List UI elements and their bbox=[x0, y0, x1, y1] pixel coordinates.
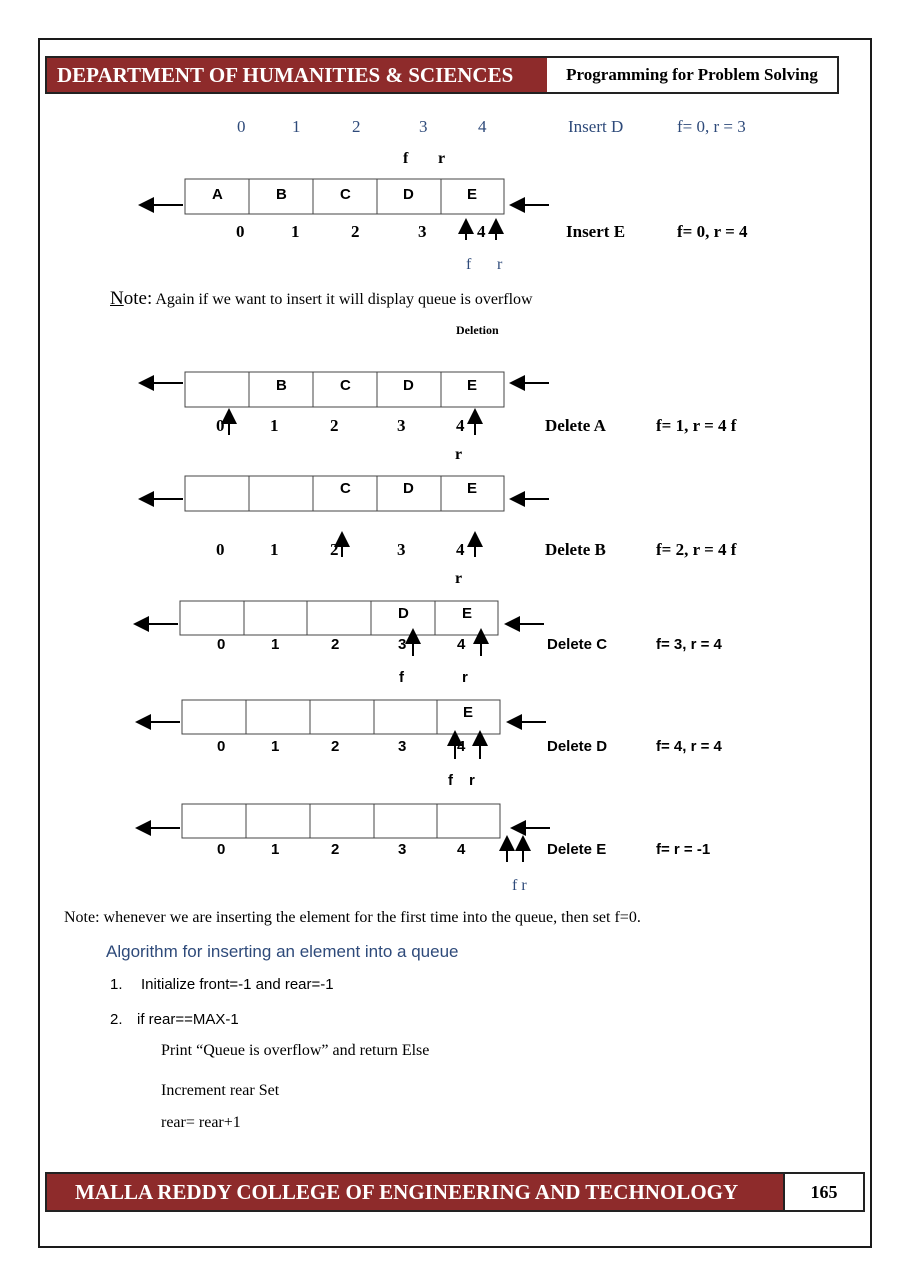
page-number: 165 bbox=[783, 1174, 863, 1210]
top-index-4: 4 bbox=[478, 117, 487, 136]
step-number: 1. bbox=[110, 976, 123, 993]
college-name: MALLA REDDY COLLEGE OF ENGINEERING AND TECHNOLOGY bbox=[47, 1174, 783, 1210]
queue-index: 3 bbox=[398, 636, 407, 653]
top-index-3: 3 bbox=[419, 117, 428, 136]
queue-cell: C bbox=[340, 480, 351, 497]
queue-index: 1 bbox=[291, 222, 300, 241]
pointer-state: f= 0, r = 4 bbox=[677, 222, 748, 241]
queue-index: 3 bbox=[397, 540, 406, 559]
queue-index: 4 bbox=[457, 841, 466, 858]
queue-delete-e bbox=[137, 804, 550, 862]
top-index-1: 1 bbox=[292, 117, 301, 136]
operation-label: Insert E bbox=[566, 222, 626, 241]
algorithm-step-2: if rear==MAX-1 bbox=[137, 1011, 239, 1028]
operation-label: Delete E bbox=[547, 841, 607, 858]
queue-index: 2 bbox=[330, 416, 339, 435]
queue-index: 4 bbox=[456, 540, 465, 559]
top-index-0: 0 bbox=[237, 117, 246, 136]
course-title: Programming for Problem Solving bbox=[566, 65, 818, 84]
queue-index: 1 bbox=[271, 636, 280, 653]
algorithm-step-1: Initialize front=-1 and rear=-1 bbox=[141, 976, 334, 993]
queue-cell: C bbox=[340, 377, 351, 394]
queue-index: 2 bbox=[351, 222, 360, 241]
queue-index: 2 bbox=[331, 841, 340, 858]
queue-cell: D bbox=[403, 186, 414, 203]
queue-cell: D bbox=[403, 377, 414, 394]
queue-index: 0 bbox=[216, 416, 225, 435]
pointer-state: f= 1, r = 4 f bbox=[656, 416, 737, 435]
queue-cell: A bbox=[212, 186, 223, 203]
queue-cell: C bbox=[340, 186, 351, 203]
first-insert-note: Note: whenever we are inserting the element for the first time into the queue, then set f=0. bbox=[64, 909, 641, 926]
front-rear-marker: f r bbox=[512, 877, 527, 894]
rear-marker: r bbox=[455, 446, 463, 463]
queue-index: 4 bbox=[457, 738, 466, 755]
rear-marker: r bbox=[455, 570, 463, 587]
algorithm-line: rear= rear+1 bbox=[161, 1114, 241, 1131]
queue-index: 2 bbox=[330, 540, 339, 559]
queue-index: 3 bbox=[397, 416, 406, 435]
insert-d-label: Insert D bbox=[568, 117, 624, 136]
operation-label: Delete B bbox=[545, 540, 606, 559]
pointer-state: f= 2, r = 4 f bbox=[656, 540, 737, 559]
rear-marker: r bbox=[438, 150, 446, 167]
queue-cell: E bbox=[463, 704, 474, 721]
queue-index: 3 bbox=[418, 222, 427, 241]
rear-marker: r bbox=[497, 256, 503, 273]
queue-cell: D bbox=[398, 605, 409, 622]
queue-delete-d bbox=[137, 700, 546, 759]
rear-marker: r bbox=[469, 772, 475, 789]
pointer-state: f= 3, r = 4 bbox=[656, 636, 722, 653]
operation-label: Delete A bbox=[545, 416, 606, 435]
page-footer bbox=[45, 1172, 865, 1212]
department-title: DEPARTMENT OF HUMANITIES & SCIENCES bbox=[47, 58, 547, 92]
front-marker: f bbox=[466, 256, 472, 273]
queue-index: 4 bbox=[456, 416, 465, 435]
pointer-state: f= 4, r = 4 bbox=[656, 738, 722, 755]
operation-label: Delete D bbox=[547, 738, 608, 755]
queue-cell: E bbox=[467, 480, 478, 497]
operation-label: Delete C bbox=[547, 636, 608, 653]
queue-index: 4 bbox=[477, 222, 486, 241]
queue-cell: B bbox=[276, 186, 287, 203]
queue-index: 1 bbox=[271, 841, 280, 858]
overflow-note: Note: Again if we want to insert it will display queue is overflow bbox=[110, 288, 533, 309]
algorithm-line: Increment rear Set bbox=[161, 1082, 280, 1099]
queue-cell: B bbox=[276, 377, 287, 394]
queue-index: 3 bbox=[398, 738, 407, 755]
queue-index: 0 bbox=[236, 222, 245, 241]
front-marker: f bbox=[399, 669, 404, 686]
queue-index: 0 bbox=[217, 738, 226, 755]
queue-index: 4 bbox=[457, 636, 466, 653]
queue-index: 2 bbox=[331, 738, 340, 755]
queue-delete-c bbox=[135, 601, 544, 656]
queue-index: 0 bbox=[217, 636, 226, 653]
front-marker: f bbox=[403, 150, 409, 167]
algorithm-line: Print “Queue is overflow” and return Else bbox=[161, 1042, 430, 1059]
algorithm-heading: Algorithm for inserting an element into a queue bbox=[106, 942, 459, 961]
queue-index: 0 bbox=[217, 841, 226, 858]
queue-cell: E bbox=[467, 186, 478, 203]
queue-cell: E bbox=[467, 377, 478, 394]
top-index-2: 2 bbox=[352, 117, 361, 136]
pointer-state: f= r = -1 bbox=[656, 841, 711, 858]
deletion-heading: Deletion bbox=[456, 323, 499, 337]
queue-index: 3 bbox=[398, 841, 407, 858]
queue-index: 1 bbox=[271, 738, 280, 755]
queue-index: 2 bbox=[331, 636, 340, 653]
rear-marker: r bbox=[462, 669, 468, 686]
queue-cell: D bbox=[403, 480, 414, 497]
step-number: 2. bbox=[110, 1011, 123, 1028]
queue-index: 1 bbox=[270, 540, 279, 559]
insert-d-state: f= 0, r = 3 bbox=[677, 117, 746, 136]
queue-cell: E bbox=[462, 605, 473, 622]
queue-index: 1 bbox=[270, 416, 279, 435]
front-marker: f bbox=[448, 772, 453, 789]
queue-index: 0 bbox=[216, 540, 225, 559]
